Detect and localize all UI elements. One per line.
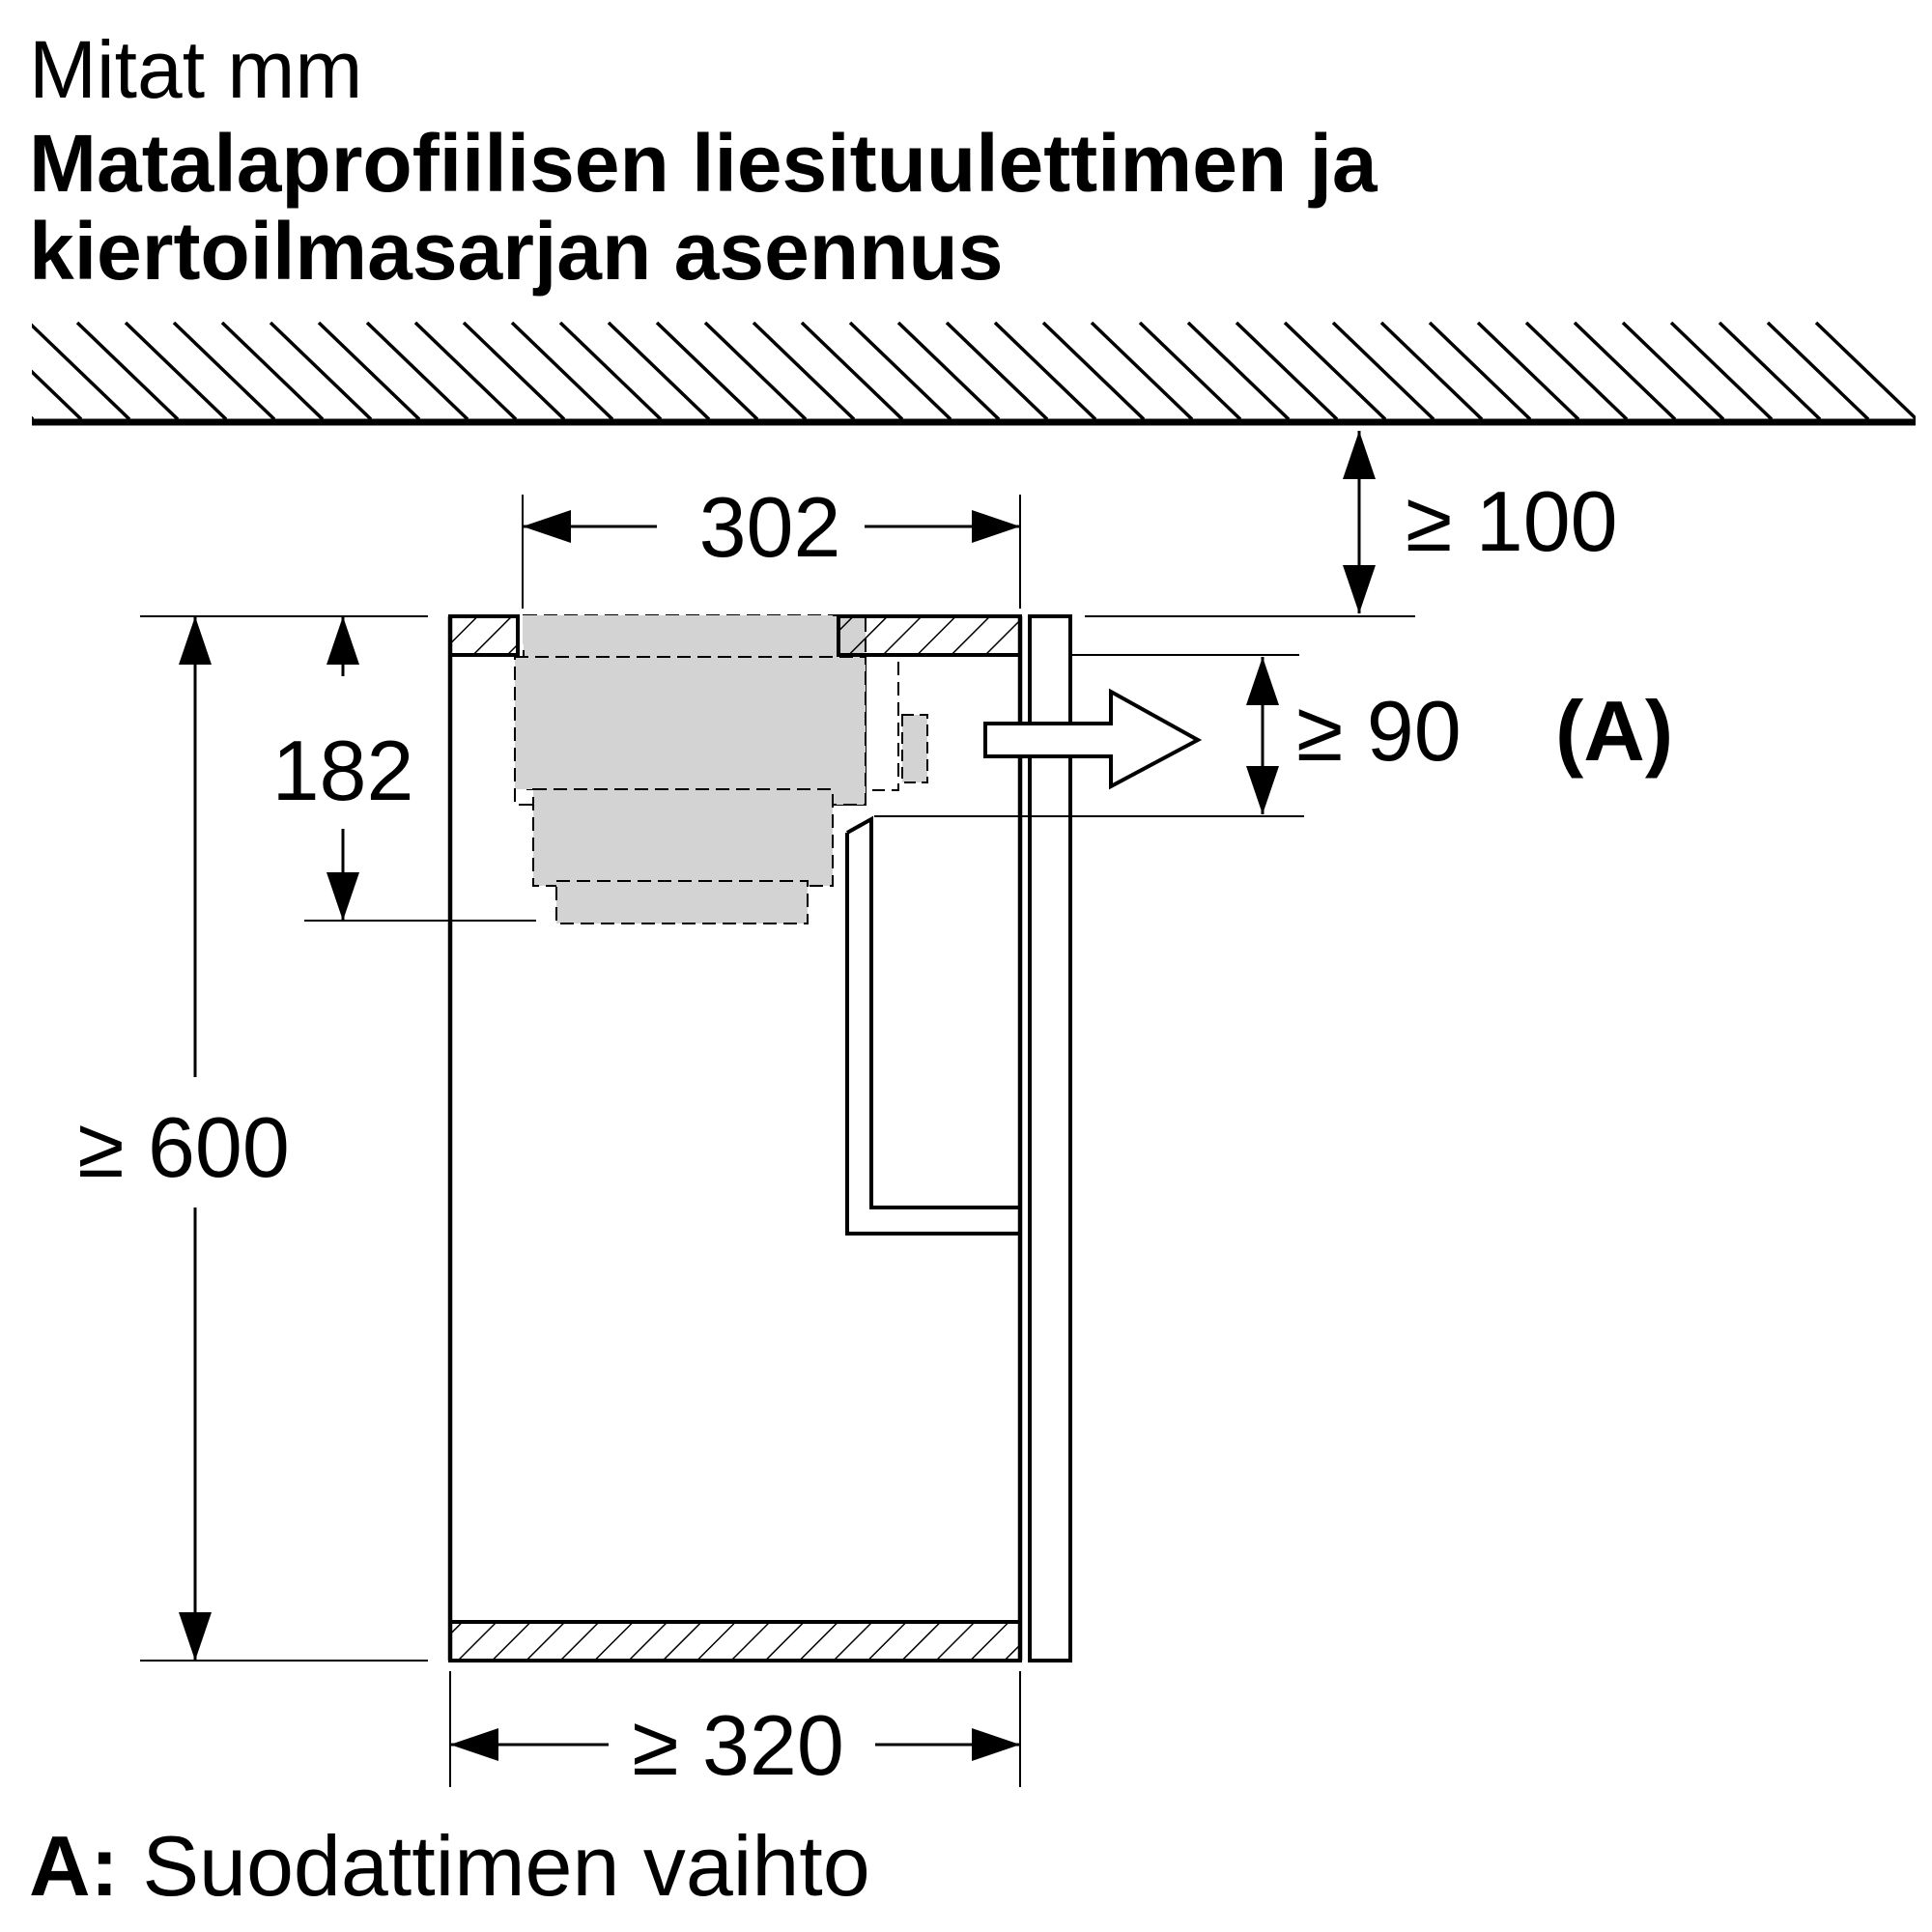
- legend-key: A:: [29, 1818, 119, 1914]
- dimension-90-label: ≥ 90: [1296, 683, 1462, 779]
- dimension-100: [1343, 431, 1618, 613]
- unit-label: Mitat mm: [29, 24, 363, 115]
- dimension-182: [272, 616, 414, 921]
- dimension-90: [1246, 657, 1462, 814]
- dimension-302-label: 302: [698, 479, 841, 575]
- ceiling: [0, 323, 1917, 422]
- dimension-320: [450, 1697, 1020, 1793]
- ceiling-hatching: [0, 323, 1917, 419]
- dimension-320-label: ≥ 320: [632, 1697, 844, 1793]
- title-line-2: kiertoilmasarjan asennus: [29, 206, 1004, 297]
- dimension-600-label: ≥ 600: [77, 1099, 290, 1195]
- dimension-182-label: 182: [271, 723, 414, 818]
- dimension-302: [523, 479, 1020, 575]
- dimension-100-label: ≥ 100: [1406, 473, 1618, 569]
- legend-text: Suodattimen vaihto: [142, 1818, 870, 1914]
- dimension-600: [77, 616, 290, 1661]
- cabinet-shelf-inner: [847, 819, 1020, 1208]
- cabinet-door: [1030, 616, 1070, 1661]
- title-line-1: Matalaprofiilisen liesituulettimen ja: [29, 118, 1378, 209]
- air-outlet-arrow-icon: [985, 692, 1198, 786]
- cabinet-bottom-board: [450, 1622, 1020, 1661]
- hood-unit: [515, 615, 927, 923]
- legend: [29, 1818, 870, 1914]
- callout-a-label: (A): [1555, 683, 1674, 779]
